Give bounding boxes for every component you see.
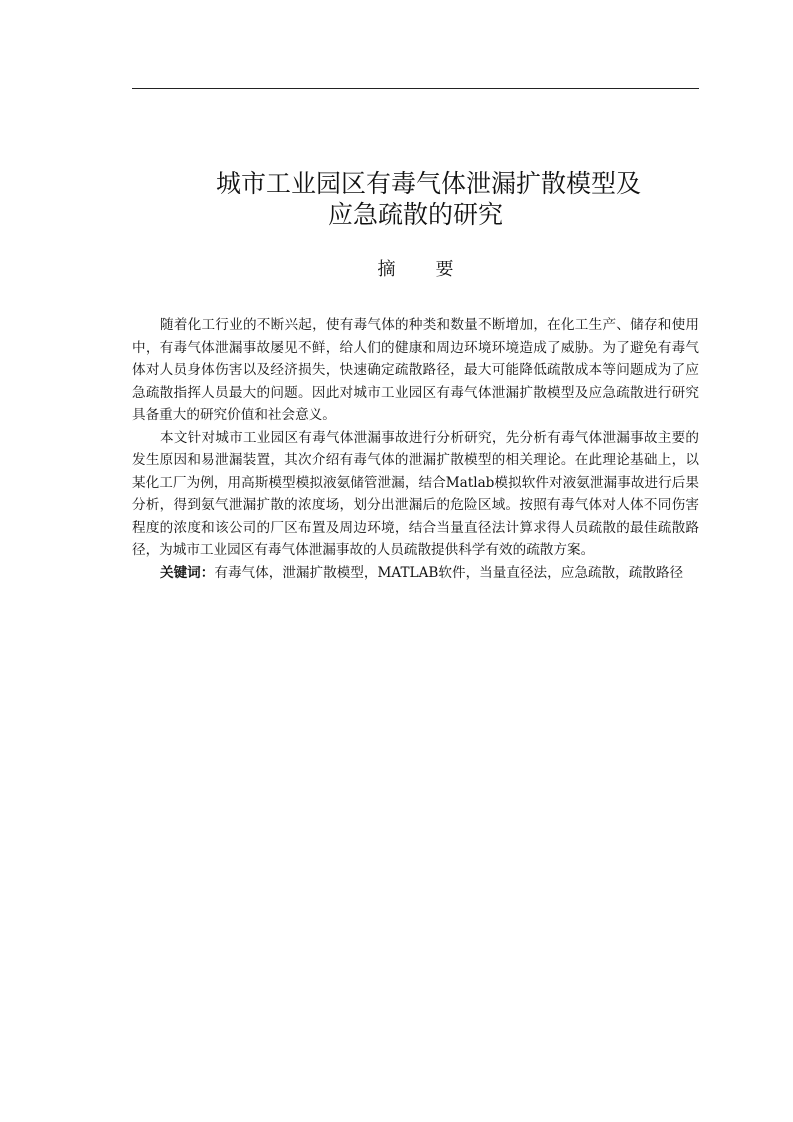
title-line-1: 城市工业园区有毒气体泄漏扩散模型及 — [215, 169, 641, 198]
title-line-2: 应急疏散的研究 — [327, 200, 503, 229]
header-rule — [132, 88, 699, 89]
abstract-body — [132, 314, 699, 584]
abstract-heading: 摘要 — [377, 259, 494, 280]
abstract-paragraph-2: 本文针对城市工业园区有毒气体泄漏事故进行分析研究，先分析有毒气体泄漏事故主要的发生原因和易泄漏装置，其次介绍有毒气体的泄漏扩散模型的相关理论。在此理论基础上，以某化工厂为例，用高斯模型模拟液氨储管泄漏，结合Matlab模拟软件对液氨泄漏事故进行后果分析，得到氨气泄漏扩散的浓度场，划分出泄漏后的危险区域。按照有毒气体对人体不同伤害程度的浓度和该公司的厂区布置及周边环境，结合当量直径法计算求得人员疏散的最佳疏散路径，为城市工业园区有毒气体泄漏事故的人员疏散提供科学有效的疏散方案。 — [132, 429, 699, 558]
abstract-paragraph-1: 随着化工行业的不断兴起，使有毒气体的种类和数量不断增加，在化工生产、储存和使用中，有毒气体泄漏事故屡见不鲜，给人们的健康和周边环境环境造成了威胁。为了避免有毒气体对人员身体伤害以及经济损失，快速确定疏散路径，最大可能降低疏散成本等问题成为了应急疏散指挥人员最大的问题。因此对城市工业园区有毒气体泄漏扩散模型及应急疏散进行研究具备重大的研究价值和社会意义。 — [132, 317, 699, 423]
keywords-text: 有毒气体，泄漏扩散模型，MATLAB软件，当量直径法，应急疏散，疏散路径 — [214, 564, 684, 581]
keywords-line — [132, 562, 699, 585]
keywords-label: 关键词： — [160, 564, 215, 581]
